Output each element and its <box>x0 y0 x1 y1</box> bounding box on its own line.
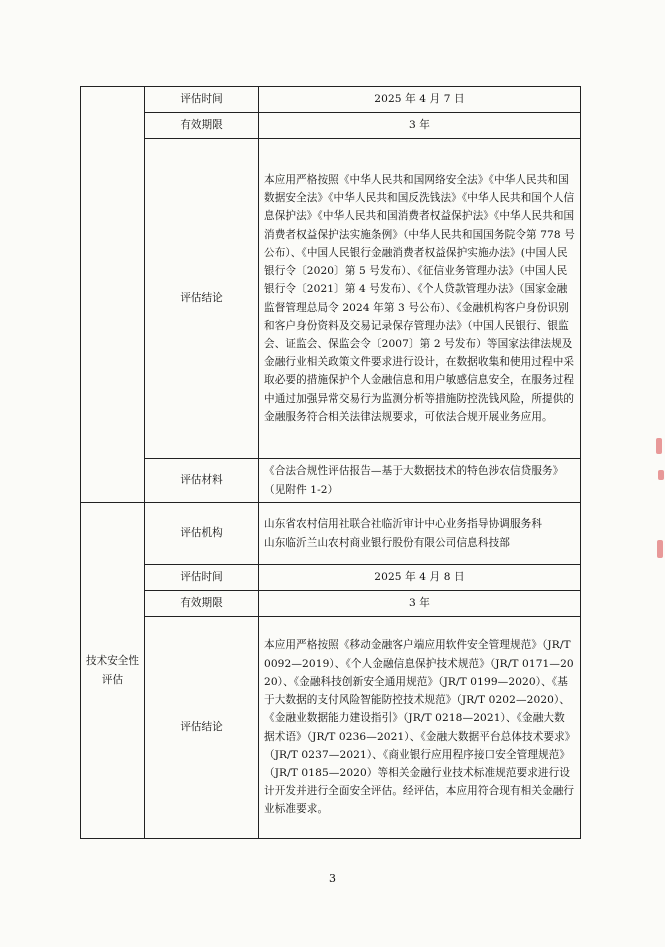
table-row <box>81 113 581 139</box>
row-label: 评估结论 <box>145 139 259 459</box>
seal-edge-mark <box>657 540 663 558</box>
category-cell: 技术安全性评估 <box>81 503 145 839</box>
institution-line: 山东临沂兰山农村商业银行股份有限公司信息科技部 <box>264 536 510 549</box>
table-row <box>81 617 581 839</box>
row-label: 评估时间 <box>145 565 259 591</box>
seal-edge-mark <box>656 438 662 454</box>
assessment-table <box>80 86 581 839</box>
row-label: 评估机构 <box>145 503 259 565</box>
validity-value: 3 年 <box>259 113 581 139</box>
materials-value: 《合法合规性评估报告—基于大数据技术的特色涉农信贷服务》（见附件 1-2） <box>259 459 581 503</box>
row-label: 有效期限 <box>145 113 259 139</box>
category-cell-blank <box>81 87 145 503</box>
institution-value <box>259 503 581 565</box>
table-row <box>81 503 581 565</box>
conclusion-value: 本应用严格按照《中华人民共和国网络安全法》《中华人民共和国数据安全法》《中华人民共和国反洗钱法》《中华人民共和国个人信息保护法》《中华人民共和国消费者权益保护法》《中华人民共和国消费者权益保护法实施条例》（中华人民共和国国务院令第 778 号公布）、《中国人民银行金融消费者权益保护实施办法》(中国人民银行令〔2020〕第 5 号发布）、《征信业务管理办法》（中国人民银行令〔2021〕第 4 号发布）、《个人贷款管理办法》（国家金融监督管理总局令 2024 年第 3 号公布）、《金融机构客户身份识别和客户身份资料及交易记录保存管理办法》（中国人民银行、银监会、证监会、保监会令〔2007〕第 2 号发布）等国家法律法规及金融行业相关政策文件要求进行设计，在数据收集和使用过程中采取必要的措施保护个人金融信息和用户敏感信息安全，在服务过程中通过加强异常交易行为监测分析等措施防控洗钱风险，所提供的金融服务符合相关法律法规要求，可依法合规开展业务应用。 <box>259 139 581 459</box>
table-row <box>81 87 581 113</box>
assess-date-value: 2025 年 4 月 8 日 <box>259 565 581 591</box>
assess-date-value: 2025 年 4 月 7 日 <box>259 87 581 113</box>
validity-value: 3 年 <box>259 591 581 617</box>
conclusion-value: 本应用严格按照《移动金融客户端应用软件安全管理规范》（JR/T 0092—2019）、《个人金融信息保护技术规范》（JR/T 0171—2020）、《金融科技创新安全通用规范》（JR/T 0199—2020）、《基于大数据的支付风险智能防控技术规范》（JR/T 0202—2020）、《金融业数据能力建设指引》（JR/T 0218—2021）、《金融大数据术语》（JR/T 0236—2021）、《金融大数据平台总体技术要求》（JR/T 0237—2021）、《商业银行应用程序接口安全管理规范》（JR/T 0185—2020）等相关金融行业技术标准规范要求进行设计开发并进行全面安全评估。经评估，本应用符合现有相关金融行业标准要求。 <box>259 617 581 839</box>
row-label: 评估结论 <box>145 617 259 839</box>
row-label: 有效期限 <box>145 591 259 617</box>
page-number: 3 <box>329 872 336 885</box>
seal-edge-mark <box>658 470 664 480</box>
table-row <box>81 459 581 503</box>
table-row <box>81 565 581 591</box>
table-row <box>81 591 581 617</box>
table-row <box>81 139 581 459</box>
row-label: 评估时间 <box>145 87 259 113</box>
institution-line: 山东省农村信用社联合社临沂审计中心业务指导协调服务科 <box>264 518 543 531</box>
row-label: 评估材料 <box>145 459 259 503</box>
